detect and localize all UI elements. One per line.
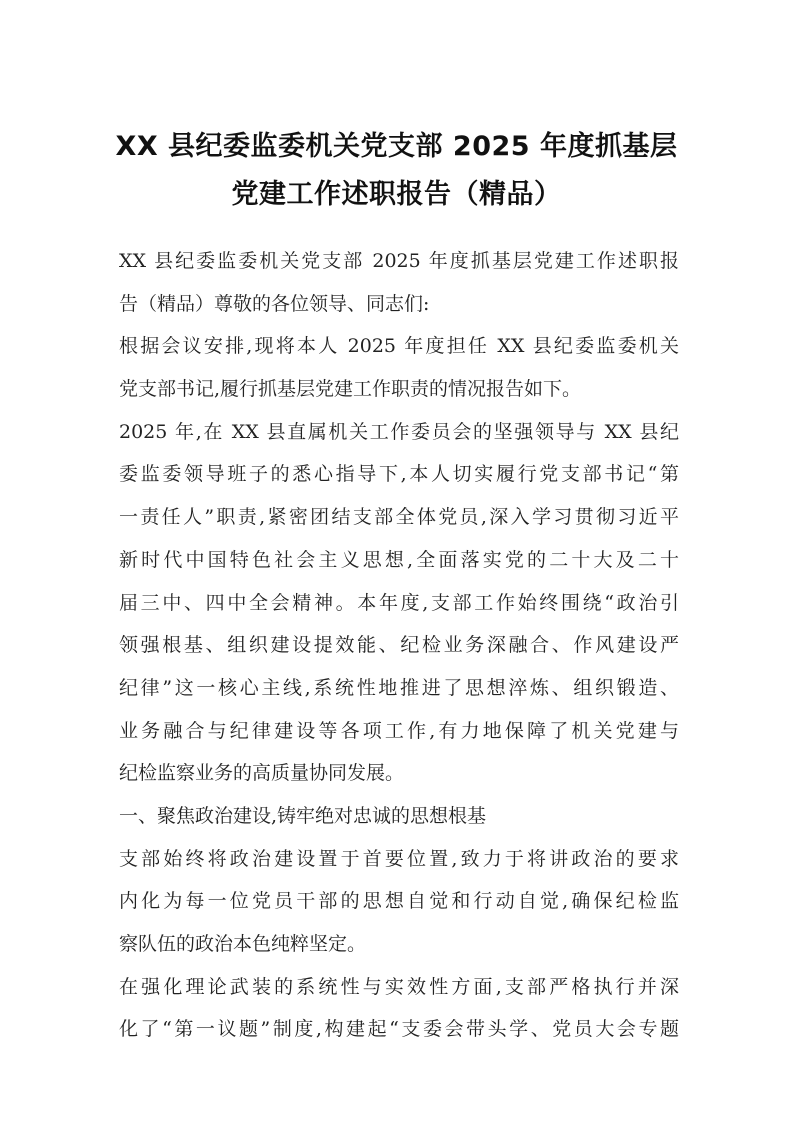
body-text-line: 支部始终将政治建设置于首要位置,致力于将讲政治的要求: [119, 847, 679, 870]
body-text-line: 一、聚焦政治建设,铸牢绝对忠诚的思想根基: [119, 804, 487, 827]
body-text-line: 纪检监察业务的高质量协同发展。: [119, 762, 405, 785]
body-text-line: 告（精品）尊敬的各位领导、同志们:: [119, 292, 430, 315]
body-text-line: 内化为每一位党员干部的思想自觉和行动自觉,确保纪检监: [119, 890, 679, 913]
body-text-line: XX 县纪委监委机关党支部 2025 年度抓基层党建工作述职报: [119, 250, 679, 272]
body-text-line: 届三中、四中全会精神。本年度,支部工作始终围绕“政治引: [119, 591, 679, 614]
body-text-line: 纪律”这一核心主线,系统性地推进了思想淬炼、组织锻造、: [119, 676, 679, 699]
document-body: [119, 240, 679, 1051]
body-text-line: 化了“第一议题”制度,构建起“支委会带头学、党员大会专题: [119, 1018, 679, 1041]
body-text-line: 在强化理论武装的系统性与实效性方面,支部严格执行并深: [119, 975, 679, 998]
body-text-line: 委监委领导班子的悉心指导下,本人切实履行党支部书记“第: [119, 463, 679, 486]
body-text-line: 党支部书记,履行抓基层党建工作职责的情况报告如下。: [119, 378, 582, 401]
body-text-line: 领强根基、组织建设提效能、纪检业务深融合、作风建设严: [119, 634, 679, 657]
body-text-line: 新时代中国特色社会主义思想,全面落实党的二十大及二十: [119, 548, 679, 571]
body-text-line: 业务融合与纪律建设等各项工作,有力地保障了机关党建与: [119, 719, 679, 742]
body-text-line: 察队伍的政治本色纯粹坚定。: [119, 933, 367, 955]
body-text-line: 2025 年,在 XX 县直属机关工作委员会的坚强领导与 XX 县纪: [119, 420, 679, 443]
body-text-line: 一责任人”职责,紧密团结支部全体党员,深入学习贯彻习近平: [119, 506, 679, 529]
body-text-line: 根据会议安排,现将本人 2025 年度担任 XX 县纪委监委机关: [119, 335, 679, 358]
document-title-line-1: XX 县纪委监委机关党支部 2025 年度抓基层: [115, 131, 678, 162]
document-title-line-2: 党建工作述职报告（精品）: [231, 179, 562, 210]
